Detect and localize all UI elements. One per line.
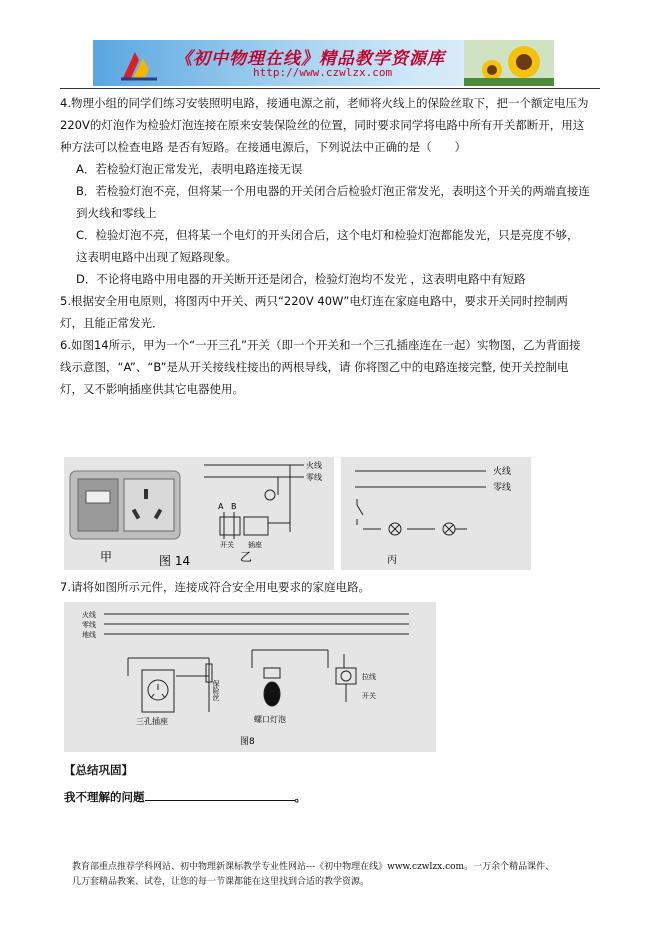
question-5: 5.根据安全用电原则，将图丙中开关、两只“220V 40W”电灯连在家庭电路中，要求开关同时控制两灯，且能正常发光． bbox=[60, 294, 568, 330]
fig14-socket: 插座 bbox=[248, 541, 262, 549]
answer-blank[interactable] bbox=[145, 788, 295, 801]
figbing-neutral: 零线 bbox=[493, 483, 512, 493]
fig8-ground: 地线 bbox=[82, 631, 96, 639]
question-4 bbox=[60, 92, 590, 400]
fig14-label-jia: 甲 bbox=[100, 550, 113, 564]
fig14-label-yi: 乙 bbox=[240, 550, 253, 564]
footer-line-2: 几万套精品教案、试卷，让您的每一节课都能在这里找到合适的教学资源。 bbox=[72, 877, 370, 887]
header-banner bbox=[93, 40, 554, 86]
switch-socket-photo bbox=[70, 471, 180, 539]
summary-end: 。 bbox=[294, 790, 306, 804]
q4-option-a: A．若检验灯泡正常发光，表明电路连接无误 bbox=[76, 162, 303, 176]
sunflower-icon bbox=[464, 40, 554, 86]
figure-14 bbox=[64, 457, 334, 570]
fig8-bulb: 螺口灯泡 bbox=[254, 715, 286, 724]
screw-bulb-icon bbox=[264, 682, 280, 706]
fig8-switch2: 开关 bbox=[362, 692, 376, 700]
summary-heading: 【总结巩固】 bbox=[64, 763, 133, 777]
fig14-caption: 图 14 bbox=[159, 554, 191, 568]
question-7 bbox=[60, 576, 590, 598]
site-logo-icon bbox=[119, 48, 159, 82]
fig14-a: A bbox=[218, 502, 224, 511]
q4-option-d: D．不论将电路中用电器的开关断开还是闭合，检验灯泡均不发光 ，这表明电路中有短路 bbox=[76, 272, 526, 286]
header-rule bbox=[60, 88, 600, 89]
summary-question-label: 我不理解的问题 bbox=[64, 790, 145, 804]
figure-8 bbox=[64, 602, 436, 752]
fig14-switch: 开关 bbox=[220, 541, 234, 549]
fig14-live: 火线 bbox=[306, 461, 322, 470]
figbing-live: 火线 bbox=[493, 467, 512, 477]
q4-stem: 4.物理小组的同学们练习安装照明电路，接通电源之前，老师将火线上的保险丝取下，把一个额定电压为220V的灯泡作为检验灯泡连接在原来安装保险丝的位置，同时要求同学将电路中所有开关都断开，用这种方法可以检查电路 是否有短路。在接通电源后，下列说法中正确的是（ ） bbox=[60, 96, 589, 154]
figure-bing bbox=[341, 457, 531, 570]
q4-option-b: B．若检验灯泡不亮，但将某一个用电器的开关闭合后检验灯泡正常发光，表明这个开关的两端直接连到火线和零线上 bbox=[76, 184, 590, 220]
banner-url[interactable]: http://www.czwlzx.com bbox=[253, 66, 393, 79]
banner-title: 《初中物理在线》精品教学资源库 bbox=[175, 49, 445, 69]
summary-question bbox=[64, 788, 306, 805]
fig8-neutral: 零线 bbox=[82, 621, 96, 629]
figbing-label: 丙 bbox=[387, 555, 397, 566]
fig8-socket: 三孔插座 bbox=[136, 717, 168, 726]
q4-option-c: C．检验灯泡不亮，但将某一个电灯的开头闭合后，这个电灯和检验灯泡都能发光，只是亮度不够，这表明电路中出现了短路现象。 bbox=[76, 228, 579, 264]
q7-stem: 7.请将如图所示元件，连接成符合安全用电要求的家庭电路。 bbox=[60, 580, 370, 594]
footer-line-1: 教育部重点推荐学科网站、初中物理新课标教学专业性网站---《初中物理在线》www.czwlzx.com。一万余个精品课件、 bbox=[72, 862, 555, 872]
page-footer bbox=[72, 860, 612, 890]
fig8-caption: 图8 bbox=[240, 737, 255, 747]
fig8-fuse: 保险丝 bbox=[212, 680, 220, 701]
question-6: 6.如图14所示，甲为一个“一开三孔”开关（即一个开关和一个三孔插座连在一起）实物图，乙为背面接线示意图，“A”、“B”是从开关接线柱接出的两根导线，请 你将图乙中的电路连接完整, 使开关控制电灯，又不影响插座供其它电器使用。 bbox=[60, 338, 581, 396]
fig14-b: B bbox=[231, 502, 237, 511]
fig8-switch1: 拉线 bbox=[362, 673, 376, 681]
fig14-neutral: 零线 bbox=[306, 473, 322, 482]
fig8-live: 火线 bbox=[82, 611, 96, 619]
